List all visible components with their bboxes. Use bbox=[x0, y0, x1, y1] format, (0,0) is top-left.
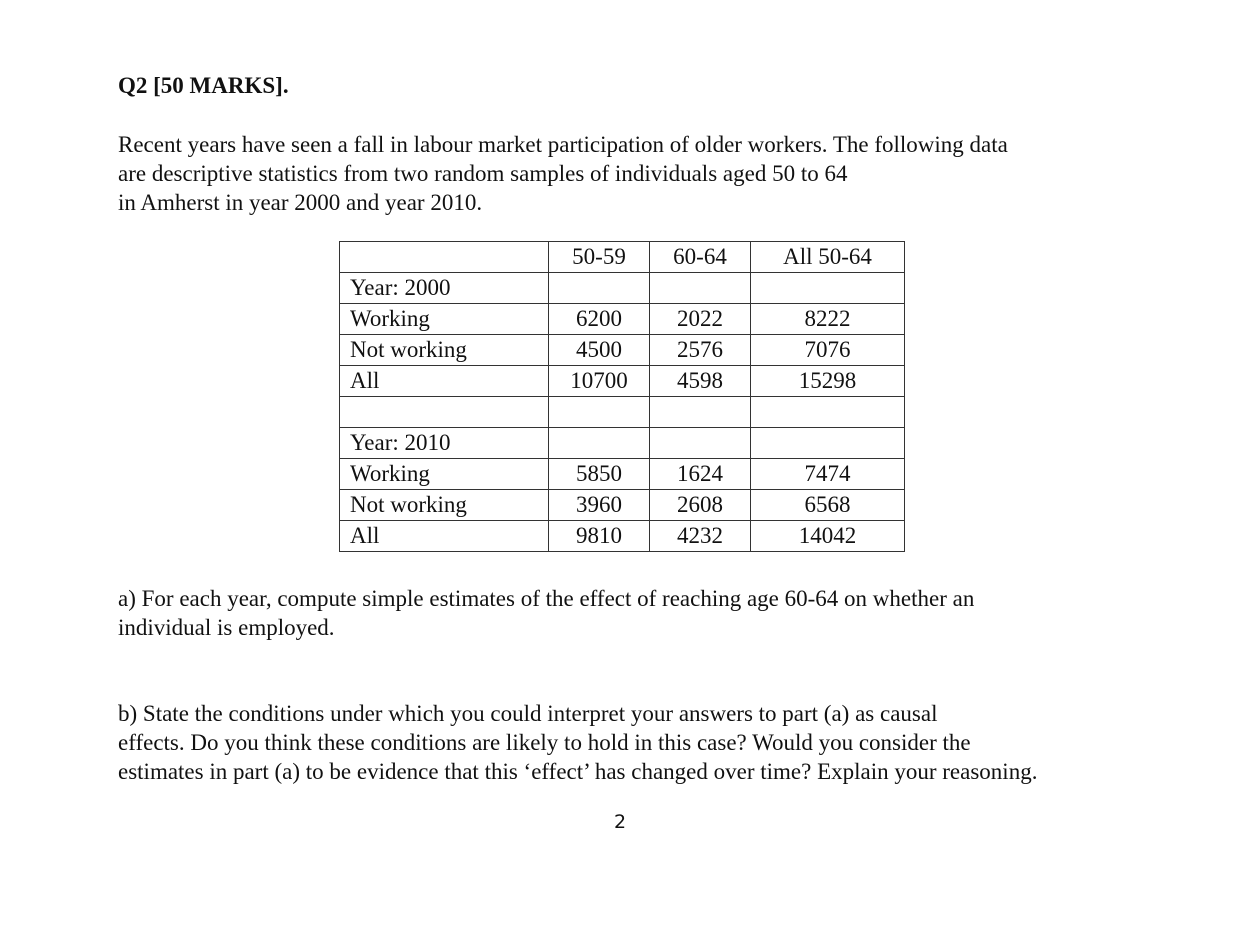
question-a-line: individual is employed. bbox=[118, 615, 335, 640]
table-cell bbox=[549, 397, 650, 428]
table-cell: 7076 bbox=[751, 335, 905, 366]
question-b-line: estimates in part (a) to be evidence that this ‘effect’ has changed over time? Explain your reasoning. bbox=[118, 759, 1038, 784]
intro-line: in Amherst in year 2000 and year 2010. bbox=[118, 190, 483, 215]
row-label: Year: 2010 bbox=[340, 428, 549, 459]
table-cell: 4232 bbox=[650, 521, 751, 552]
table-cell: 7474 bbox=[751, 459, 905, 490]
table-cell: 2608 bbox=[650, 490, 751, 521]
table-cell bbox=[549, 273, 650, 304]
table-cell: 3960 bbox=[549, 490, 650, 521]
table-row bbox=[340, 521, 905, 552]
table-cell: 2022 bbox=[650, 304, 751, 335]
table-cell: 2576 bbox=[650, 335, 751, 366]
table-cell bbox=[650, 273, 751, 304]
table-header-cell bbox=[340, 242, 549, 273]
row-label bbox=[340, 397, 549, 428]
table-row bbox=[340, 459, 905, 490]
table-header-row bbox=[340, 242, 905, 273]
table-header-cell: 60-64 bbox=[650, 242, 751, 273]
table-row bbox=[340, 397, 905, 428]
table-row bbox=[340, 366, 905, 397]
table-cell: 1624 bbox=[650, 459, 751, 490]
table-cell: 10700 bbox=[549, 366, 650, 397]
table-cell: 14042 bbox=[751, 521, 905, 552]
table-header-cell: 50-59 bbox=[549, 242, 650, 273]
row-label: Not working bbox=[340, 490, 549, 521]
table-row bbox=[340, 428, 905, 459]
table-cell: 6568 bbox=[751, 490, 905, 521]
row-label: Working bbox=[340, 459, 549, 490]
question-a-line: a) For each year, compute simple estimates of the effect of reaching age 60-64 on whether an bbox=[118, 586, 975, 611]
row-label: Not working bbox=[340, 335, 549, 366]
intro-line: Recent years have seen a fall in labour market participation of older workers. The following data bbox=[118, 132, 1008, 157]
page-number: 2 bbox=[613, 811, 627, 833]
table-row bbox=[340, 273, 905, 304]
intro-line: are descriptive statistics from two random samples of individuals aged 50 to 64 bbox=[118, 161, 848, 186]
table-cell: 8222 bbox=[751, 304, 905, 335]
table-cell: 5850 bbox=[549, 459, 650, 490]
table-cell bbox=[650, 397, 751, 428]
table-cell bbox=[549, 428, 650, 459]
row-label: All bbox=[340, 521, 549, 552]
table-row bbox=[340, 304, 905, 335]
table-cell bbox=[650, 428, 751, 459]
table-header-cell: All 50-64 bbox=[751, 242, 905, 273]
table-cell bbox=[751, 273, 905, 304]
table-row bbox=[340, 335, 905, 366]
table-cell bbox=[751, 397, 905, 428]
table-cell: 6200 bbox=[549, 304, 650, 335]
table-row bbox=[340, 490, 905, 521]
question-heading: Q2 [50 MARKS]. bbox=[118, 73, 289, 98]
question-b-line: b) State the conditions under which you could interpret your answers to part (a) as causal bbox=[118, 701, 938, 726]
statistics-table bbox=[339, 241, 905, 552]
table-cell bbox=[751, 428, 905, 459]
table-cell: 15298 bbox=[751, 366, 905, 397]
row-label: Working bbox=[340, 304, 549, 335]
question-b-line: effects. Do you think these conditions are likely to hold in this case? Would you consider the bbox=[118, 730, 971, 755]
intro-paragraph bbox=[118, 130, 1008, 217]
question-b bbox=[118, 699, 1037, 786]
row-label: All bbox=[340, 366, 549, 397]
table-cell: 4500 bbox=[549, 335, 650, 366]
table-cell: 9810 bbox=[549, 521, 650, 552]
question-a bbox=[118, 584, 974, 642]
row-label: Year: 2000 bbox=[340, 273, 549, 304]
table-cell: 4598 bbox=[650, 366, 751, 397]
